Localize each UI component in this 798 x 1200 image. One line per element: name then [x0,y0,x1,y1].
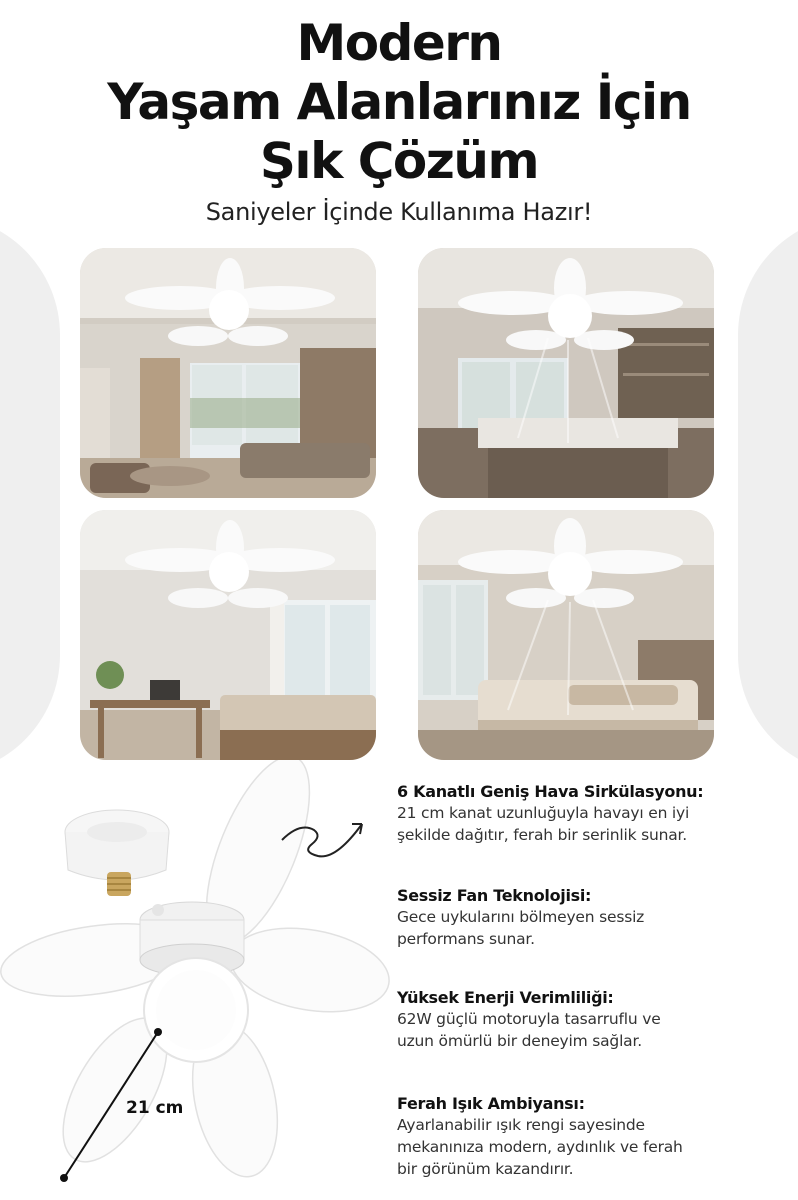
feature-title: 6 Kanatlı Geniş Hava Sirkülasyonu: [397,782,704,801]
subheadline: Saniyeler İçinde Kullanıma Hazır! [205,198,593,226]
headline [0,14,798,191]
living-room-photo [80,248,376,498]
bedroom-desk-photo [80,510,376,760]
feature-text: 62W güçlü motoruyla tasarruflu ve uzun ömürlü bir deneyim sağlar. [397,1010,661,1050]
blade-length-label: 21 cm [126,1098,184,1118]
feature-text: 21 cm kanat uzunluğuyla havayı en iyi şekilde dağıtır, ferah bir serinlik sunar. [397,804,690,844]
kitchen-photo [418,248,714,498]
socket-adapter-icon [65,810,169,896]
feature-text: Ayarlanabilir ışık rengi sayesinde mekanınıza modern, aydınlık ve ferah bir görünüm kazandırır. [397,1116,683,1178]
fan-motor [140,902,248,1062]
feature-title: Yüksek Enerji Verimliliği: [397,988,614,1007]
feature-silent-fan [397,886,797,950]
bedroom-photo [418,510,714,760]
feature-title: Sessiz Fan Teknolojisi: [397,886,592,905]
feature-text: Gece uykularını bölmeyen sessiz performans sunar. [397,908,645,948]
feature-energy-efficiency [397,988,797,1052]
background-curve-right [738,215,798,775]
feature-light-ambience [397,1094,797,1180]
headline-line-3: Şık Çözüm [259,132,539,190]
headline-line-2: Yaşam Alanlarınız İçin [107,73,691,131]
feature-air-circulation [397,782,797,846]
feature-title: Ferah Işık Ambiyansı: [397,1094,585,1113]
background-curve-left [0,215,60,775]
headline-line-1: Modern [296,14,502,72]
product-illustration [0,760,400,1200]
